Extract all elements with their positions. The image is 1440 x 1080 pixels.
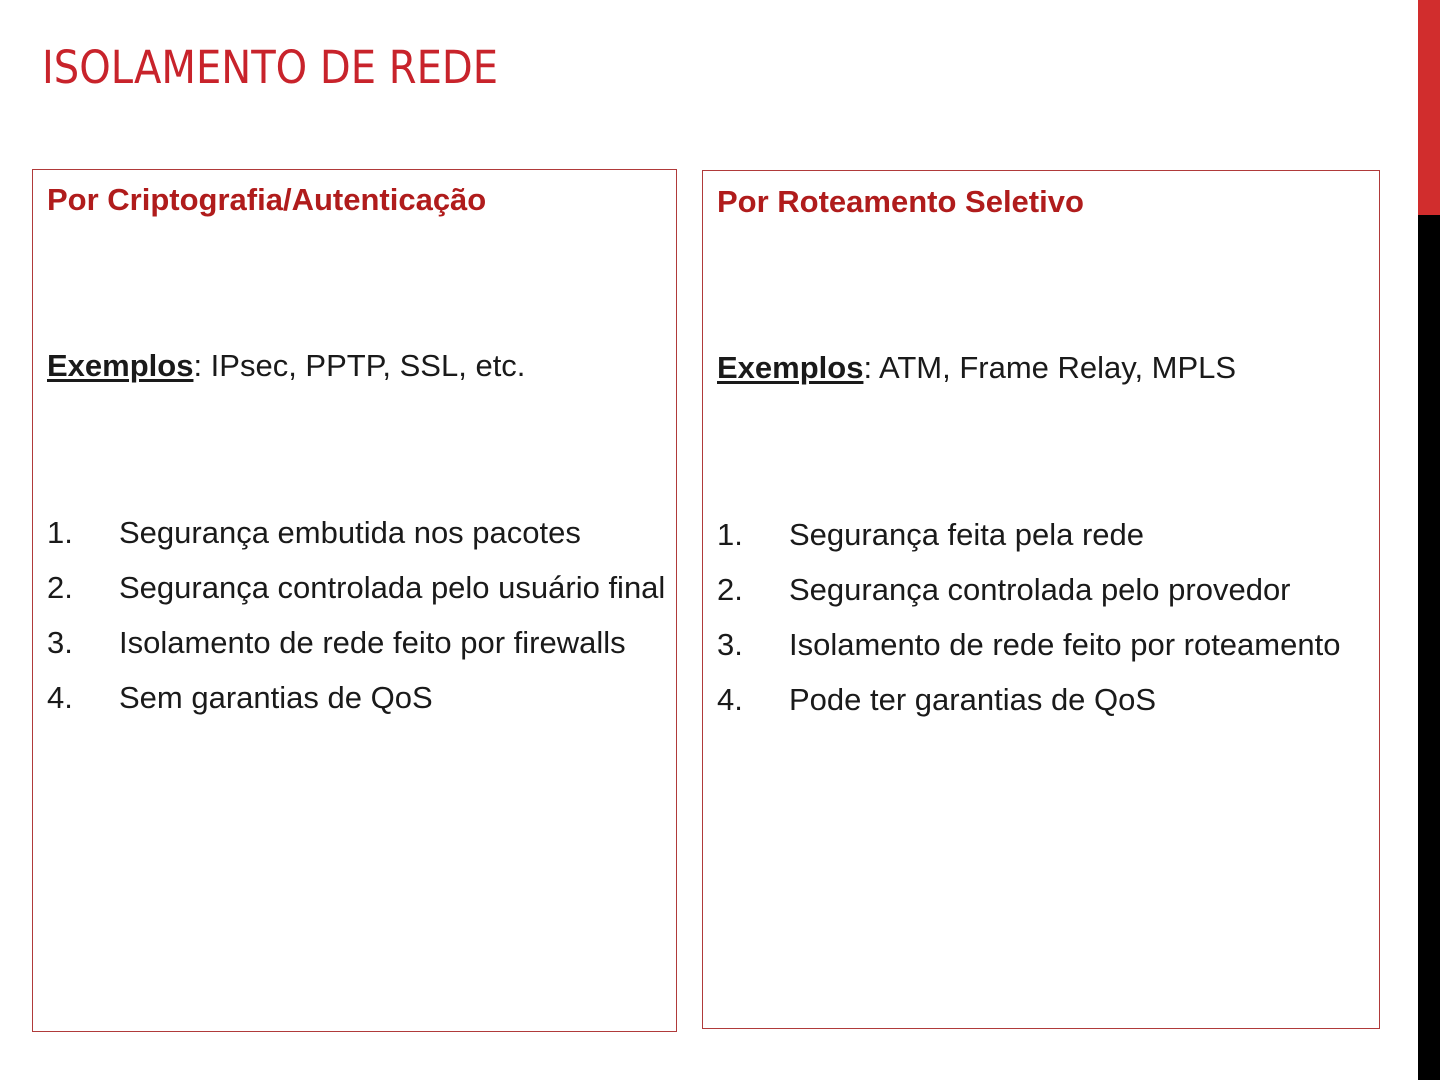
panel-selective-routing: [702, 170, 1380, 1029]
list-item-number: 2.: [717, 572, 743, 607]
list-item-text: Segurança controlada pelo usuário final: [119, 570, 666, 605]
list-item: [717, 569, 1369, 611]
accent-bar-black: [1418, 215, 1440, 1080]
examples-text: : ATM, Frame Relay, MPLS: [863, 350, 1237, 385]
points-list: [717, 514, 1369, 734]
list-item: [47, 567, 666, 609]
list-item-text: Sem garantias de QoS: [119, 680, 433, 715]
examples-line: [717, 350, 1236, 386]
list-item-text: Isolamento de rede feito por roteamento: [789, 627, 1341, 662]
list-item: [717, 514, 1369, 556]
examples-label: Exemplos: [47, 348, 194, 383]
list-item: [47, 512, 666, 554]
list-item: [47, 677, 666, 719]
list-item-text: Segurança controlada pelo provedor: [789, 572, 1291, 607]
list-item-number: 1.: [717, 517, 743, 552]
list-item: [47, 622, 666, 664]
panel-encryption: [32, 169, 677, 1032]
slide-title: ISOLAMENTO DE REDE: [42, 41, 499, 94]
list-item-number: 2.: [47, 570, 73, 605]
panel-heading: Por Roteamento Seletivo: [717, 184, 1084, 219]
list-item-number: 3.: [717, 627, 743, 662]
list-item-text: Segurança embutida nos pacotes: [119, 515, 581, 550]
list-item-text: Isolamento de rede feito por firewalls: [119, 625, 626, 660]
panel-heading: Por Criptografia/Autenticação: [47, 182, 487, 217]
list-item-number: 4.: [717, 682, 743, 717]
examples-label: Exemplos: [717, 350, 864, 385]
list-item: [717, 679, 1369, 721]
examples-text: : IPsec, PPTP, SSL, etc.: [193, 348, 526, 383]
accent-bar-red: [1418, 0, 1440, 215]
list-item-text: Segurança feita pela rede: [789, 517, 1145, 552]
list-item-number: 3.: [47, 625, 73, 660]
examples-line: [47, 348, 525, 384]
list-item-text: Pode ter garantias de QoS: [789, 682, 1157, 717]
list-item-number: 4.: [47, 680, 73, 715]
points-list: [47, 512, 666, 732]
list-item: [717, 624, 1369, 666]
list-item-number: 1.: [47, 515, 73, 550]
